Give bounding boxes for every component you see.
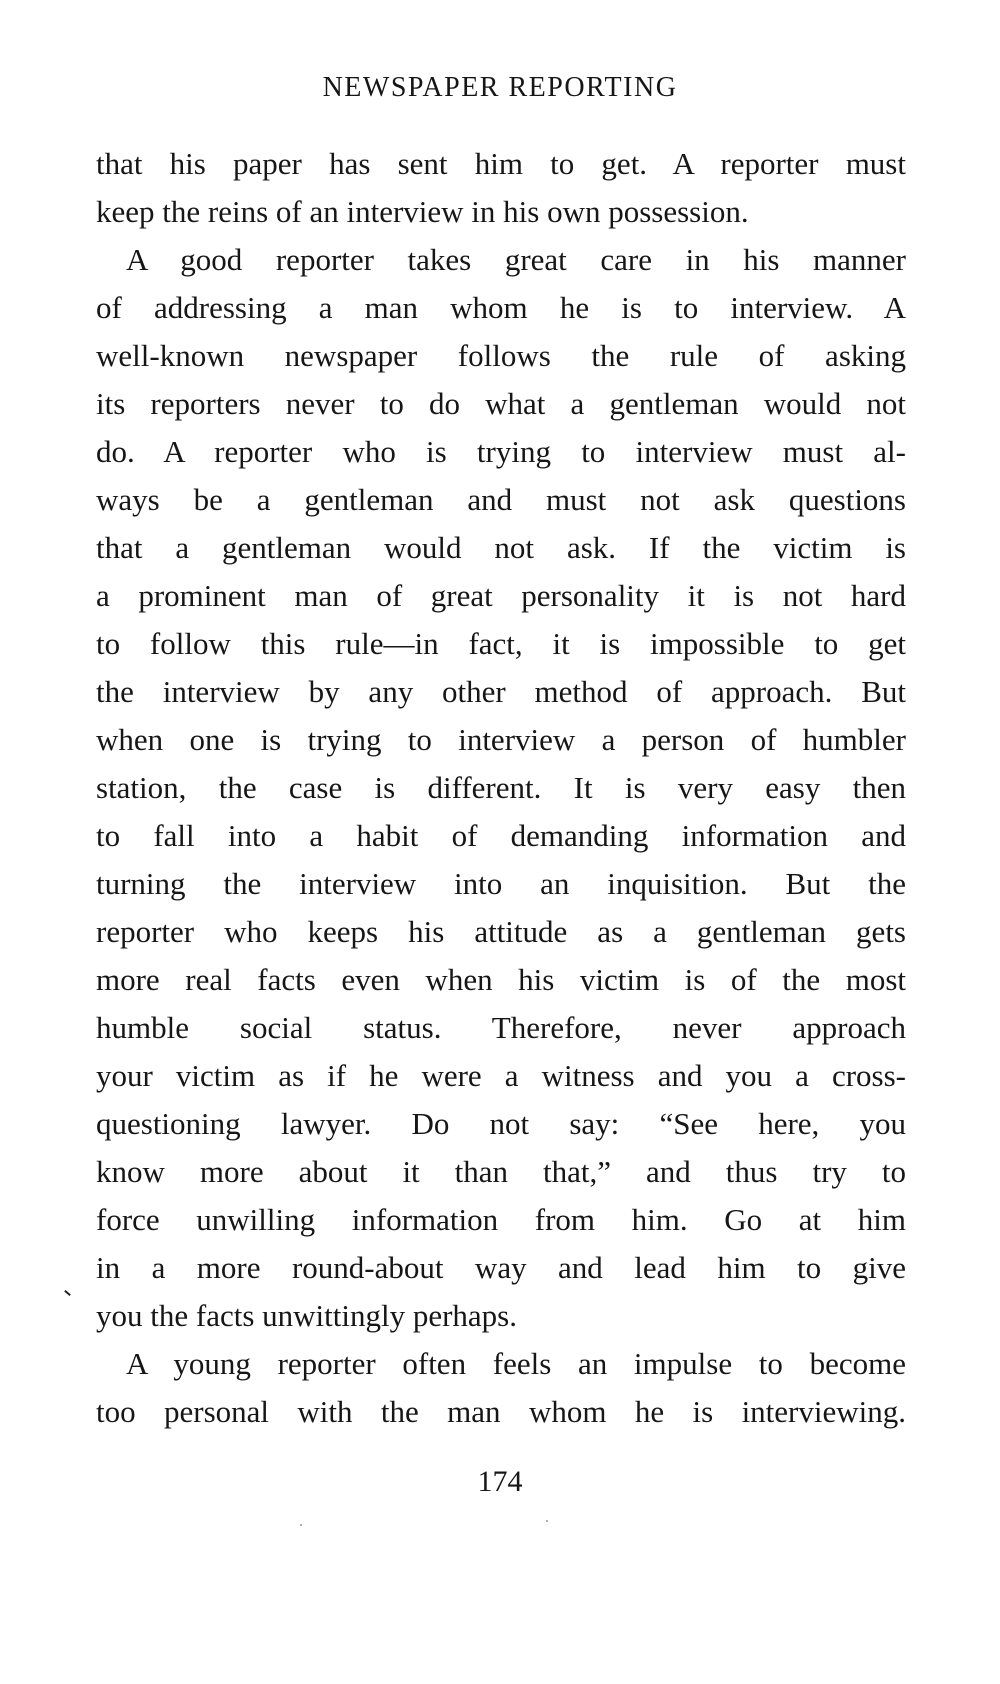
- text-line: more real facts even when his victim is of the most: [96, 962, 906, 997]
- page-number: 174: [477, 1465, 523, 1498]
- speck: [546, 1520, 548, 1522]
- text-line: reporter who keeps his attitude as a gentleman gets: [96, 914, 906, 949]
- speck: [300, 1524, 302, 1526]
- text-line: humble social status. Therefore, never approach: [96, 1010, 906, 1045]
- text-line: ways be a gentleman and must not ask questions: [96, 482, 906, 517]
- text-line: the interview by any other method of approach. But: [96, 674, 906, 709]
- text-line: well-known newspaper follows the rule of asking: [96, 338, 906, 373]
- text-line: of addressing a man whom he is to interview. A: [96, 290, 906, 325]
- text-line: you the facts unwittingly perhaps.: [96, 1298, 517, 1333]
- text-line: turning the interview into an inquisition. But the: [96, 866, 906, 901]
- text-line: to fall into a habit of demanding information and: [96, 818, 906, 853]
- text-line: A good reporter takes great care in his manner: [126, 242, 906, 277]
- text-line: station, the case is different. It is very easy then: [96, 770, 906, 805]
- text-line: when one is trying to interview a person of humbler: [96, 722, 906, 757]
- text-line: that a gentleman would not ask. If the victim is: [96, 530, 906, 565]
- text-line: questioning lawyer. Do not say: “See here, you: [96, 1106, 906, 1141]
- running-head: NEWSPAPER REPORTING: [322, 72, 678, 103]
- text-line: force unwilling information from him. Go at him: [96, 1202, 906, 1237]
- text-line: know more about it than that,” and thus try to: [96, 1154, 906, 1189]
- text-line: a prominent man of great personality it is not hard: [96, 578, 906, 613]
- text-line: your victim as if he were a witness and you a cross-: [96, 1058, 906, 1093]
- margin-mark: [64, 1290, 71, 1296]
- text-line: A young reporter often feels an impulse to become: [126, 1346, 906, 1381]
- text-line: too personal with the man whom he is interviewing.: [96, 1394, 906, 1429]
- text-line: do. A reporter who is trying to interview must al-: [96, 434, 906, 469]
- text-line: that his paper has sent him to get. A reporter must: [96, 146, 906, 181]
- text-line: keep the reins of an interview in his own possession.: [96, 194, 749, 229]
- text-line: to follow this rule—in fact, it is impossible to get: [96, 626, 906, 661]
- body-text: [96, 140, 906, 1436]
- text-line: in a more round-about way and lead him to give: [96, 1250, 906, 1285]
- text-line: its reporters never to do what a gentleman would not: [96, 386, 906, 421]
